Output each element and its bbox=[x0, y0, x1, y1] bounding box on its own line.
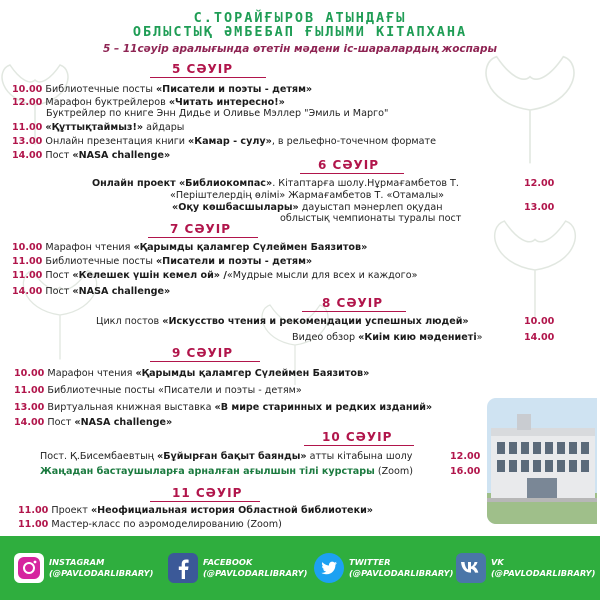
vk-icon bbox=[456, 553, 486, 583]
event-title: «Искусство чтения и рекомендации успешных людей» bbox=[162, 316, 469, 327]
event-text: (Zoom) bbox=[374, 466, 413, 477]
day-underline bbox=[150, 361, 260, 362]
event-title: «Читать интересно!» bbox=[168, 97, 285, 108]
event-row bbox=[292, 332, 483, 344]
event-text: атты кітабына шолу bbox=[306, 451, 413, 462]
event-row bbox=[14, 385, 302, 397]
event-time: 11.00 bbox=[18, 505, 49, 516]
event-time: 11.00 bbox=[12, 122, 43, 133]
event-row bbox=[12, 270, 417, 282]
facebook-label: FACEBOOK (@PAVLODARLIBRARY) bbox=[203, 557, 308, 578]
event-time: 11.00 bbox=[14, 385, 45, 396]
day-heading-6: 6 СӘУІР bbox=[318, 158, 380, 172]
library-title-line1: С.ТОРАЙҒЫРОВ АТЫНДАҒЫ bbox=[193, 10, 407, 26]
day-underline bbox=[150, 501, 260, 502]
day-heading-5: 5 СӘУІР bbox=[172, 62, 234, 76]
instagram-label: INSTAGRAM (@PAVLODARLIBRARY) bbox=[49, 557, 154, 578]
ginkgo-leaf-icon bbox=[480, 215, 590, 325]
vk-link[interactable] bbox=[456, 552, 595, 584]
event-row-continuation bbox=[170, 190, 444, 202]
event-title: «Киім кию мәдениеті bbox=[358, 332, 477, 343]
event-text: Пост bbox=[47, 417, 75, 428]
event-text: Библиотечные посты bbox=[45, 256, 156, 267]
day-heading-9: 9 СӘУІР bbox=[172, 346, 234, 360]
event-text: Библиотечные посты «Писатели и поэты - детям» bbox=[47, 385, 302, 396]
event-text: Буктрейлер по книге Энн Дидье и Оливье Мэллер "Эмиль и Марго" bbox=[46, 108, 389, 119]
twitter-link[interactable] bbox=[314, 552, 453, 584]
day-underline bbox=[300, 173, 404, 174]
event-text: «Мудрые мысли для всех и каждого» bbox=[226, 270, 418, 281]
event-title: «Бұйырған бақыт баянды» bbox=[157, 451, 307, 462]
event-title: «Писатели и поэты - детям» bbox=[155, 256, 313, 267]
event-row bbox=[14, 402, 432, 414]
event-time: 13.00 bbox=[12, 136, 43, 147]
social-footer bbox=[0, 536, 600, 600]
event-time: 11.00 bbox=[12, 256, 43, 267]
event-text: . Кітаптарға шолу.Нұрмағамбетов Т. bbox=[272, 178, 459, 189]
facebook-icon bbox=[168, 553, 198, 583]
event-text: Пост bbox=[45, 270, 73, 281]
library-building-image bbox=[484, 395, 600, 527]
event-text: айдары bbox=[143, 122, 185, 133]
event-text: Виртуальная книжная выставка bbox=[47, 402, 215, 413]
ginkgo-leaf-icon bbox=[470, 50, 590, 170]
event-text: Цикл постов bbox=[96, 316, 163, 327]
event-row bbox=[18, 505, 373, 517]
event-row bbox=[12, 242, 367, 254]
event-row bbox=[12, 286, 170, 298]
event-time: 10.00 bbox=[12, 242, 43, 253]
event-title: «Құттықтаймыз!» bbox=[45, 122, 144, 133]
event-time: 10.00 bbox=[12, 84, 43, 95]
event-title: «В мире старинных и редких изданий» bbox=[214, 402, 433, 413]
event-text: Марафон чтения bbox=[45, 242, 134, 253]
event-row bbox=[12, 84, 312, 96]
event-time-right bbox=[524, 316, 554, 328]
twitter-label: TWITTER (@PAVLODARLIBRARY) bbox=[349, 557, 454, 578]
event-time: 14.00 bbox=[524, 332, 555, 343]
event-row bbox=[12, 122, 184, 134]
event-row bbox=[14, 368, 369, 380]
event-time-right bbox=[450, 451, 480, 463]
instagram-link[interactable] bbox=[14, 552, 153, 584]
event-row bbox=[12, 136, 436, 148]
event-row bbox=[12, 256, 312, 268]
day-underline bbox=[304, 445, 414, 446]
event-text: Марафон чтения bbox=[47, 368, 136, 379]
event-text: Проект bbox=[51, 505, 91, 516]
event-time: 12.00 bbox=[450, 451, 481, 462]
instagram-icon bbox=[14, 553, 44, 583]
event-time: 10.00 bbox=[524, 316, 555, 327]
event-text: Мастер-класс по аэромоделированию (Zoom) bbox=[51, 519, 282, 530]
event-row-continuation bbox=[46, 108, 388, 120]
event-time: 13.00 bbox=[14, 402, 45, 413]
event-time: 12.00 bbox=[12, 97, 43, 108]
event-text: , в рельефно-точечном формате bbox=[271, 136, 437, 147]
event-title: «Қарымды қаламгер Сүлеймен Баязитов» bbox=[133, 242, 368, 253]
schedule-subtitle: 5 – 11сәуір аралығында өтетін мәдени іс-шаралардың жоспары bbox=[102, 43, 497, 55]
event-row bbox=[14, 417, 172, 429]
event-time: 14.00 bbox=[12, 286, 43, 297]
event-text: Видео обзор bbox=[292, 332, 359, 343]
event-row bbox=[40, 466, 413, 478]
event-text: облыстық чемпионаты туралы пост bbox=[280, 213, 462, 224]
header bbox=[0, 10, 600, 55]
event-row-continuation bbox=[280, 213, 461, 225]
event-text: Пост bbox=[45, 286, 73, 297]
event-row bbox=[12, 150, 170, 162]
event-title: «Камар - сулу» bbox=[188, 136, 272, 147]
event-title: «Қарымды қаламгер Сүлеймен Баязитов» bbox=[135, 368, 370, 379]
event-time: 16.00 bbox=[450, 466, 481, 477]
event-title: «Келешек үшін кемел ой» / bbox=[72, 270, 227, 281]
twitter-icon bbox=[314, 553, 344, 583]
event-title: «Оқу көшбасшылары» bbox=[172, 202, 299, 213]
event-text: «Періштелердің өлімі» Жармағамбетов Т. «Отамалы» bbox=[170, 190, 445, 201]
day-underline bbox=[150, 77, 266, 78]
event-title: «NASA challenge» bbox=[72, 150, 171, 161]
event-row bbox=[92, 178, 459, 190]
event-time: 11.00 bbox=[18, 519, 49, 530]
event-time-right bbox=[450, 466, 480, 478]
event-time-right bbox=[524, 332, 554, 344]
event-title: «Неофициальная история Областной библиотеки» bbox=[90, 505, 373, 516]
event-time: 13.00 bbox=[524, 202, 555, 213]
day-heading-8: 8 СӘУІР bbox=[322, 296, 384, 310]
facebook-link[interactable] bbox=[168, 552, 307, 584]
event-text: Марафон буктрейлеров bbox=[45, 97, 169, 108]
library-title-line2: ОБЛЫСТЫҚ ӘМБЕБАП ҒЫЛЫМИ КІТАПХАНА bbox=[132, 24, 468, 40]
event-title: «Писатели и поэты - детям» bbox=[155, 84, 313, 95]
event-text: Пост bbox=[45, 150, 73, 161]
event-title: «NASA challenge» bbox=[72, 286, 171, 297]
day-underline bbox=[148, 237, 258, 238]
day-heading-10: 10 СӘУІР bbox=[322, 430, 393, 444]
vk-label: VK (@PAVLODARLIBRARY) bbox=[491, 557, 596, 578]
event-time: 10.00 bbox=[14, 368, 45, 379]
event-text: Пост. Қ.Бисембаевтың bbox=[40, 451, 158, 462]
event-row bbox=[18, 519, 282, 531]
event-time-right bbox=[524, 178, 554, 190]
event-text: Библиотечные посты bbox=[45, 84, 156, 95]
event-text: дауыстап мәнерлеп оқудан bbox=[298, 202, 443, 213]
event-time-right bbox=[524, 202, 554, 214]
event-title: «NASA challenge» bbox=[74, 417, 173, 428]
event-time: 14.00 bbox=[14, 417, 45, 428]
event-title: Онлайн проект «Библиокомпас» bbox=[92, 178, 273, 189]
day-heading-11: 11 СӘУІР bbox=[172, 486, 243, 500]
event-text: Онлайн презентация книги bbox=[45, 136, 189, 147]
event-title: Жаңадан бастаушыларға арналған ағылшын тілі курстары bbox=[40, 466, 375, 477]
event-text: » bbox=[476, 332, 483, 343]
event-time: 11.00 bbox=[12, 270, 43, 281]
event-time: 14.00 bbox=[12, 150, 43, 161]
day-heading-7: 7 СӘУІР bbox=[170, 222, 232, 236]
event-row bbox=[40, 451, 412, 463]
day-underline bbox=[302, 311, 406, 312]
event-row bbox=[96, 316, 469, 328]
event-time: 12.00 bbox=[524, 178, 555, 189]
